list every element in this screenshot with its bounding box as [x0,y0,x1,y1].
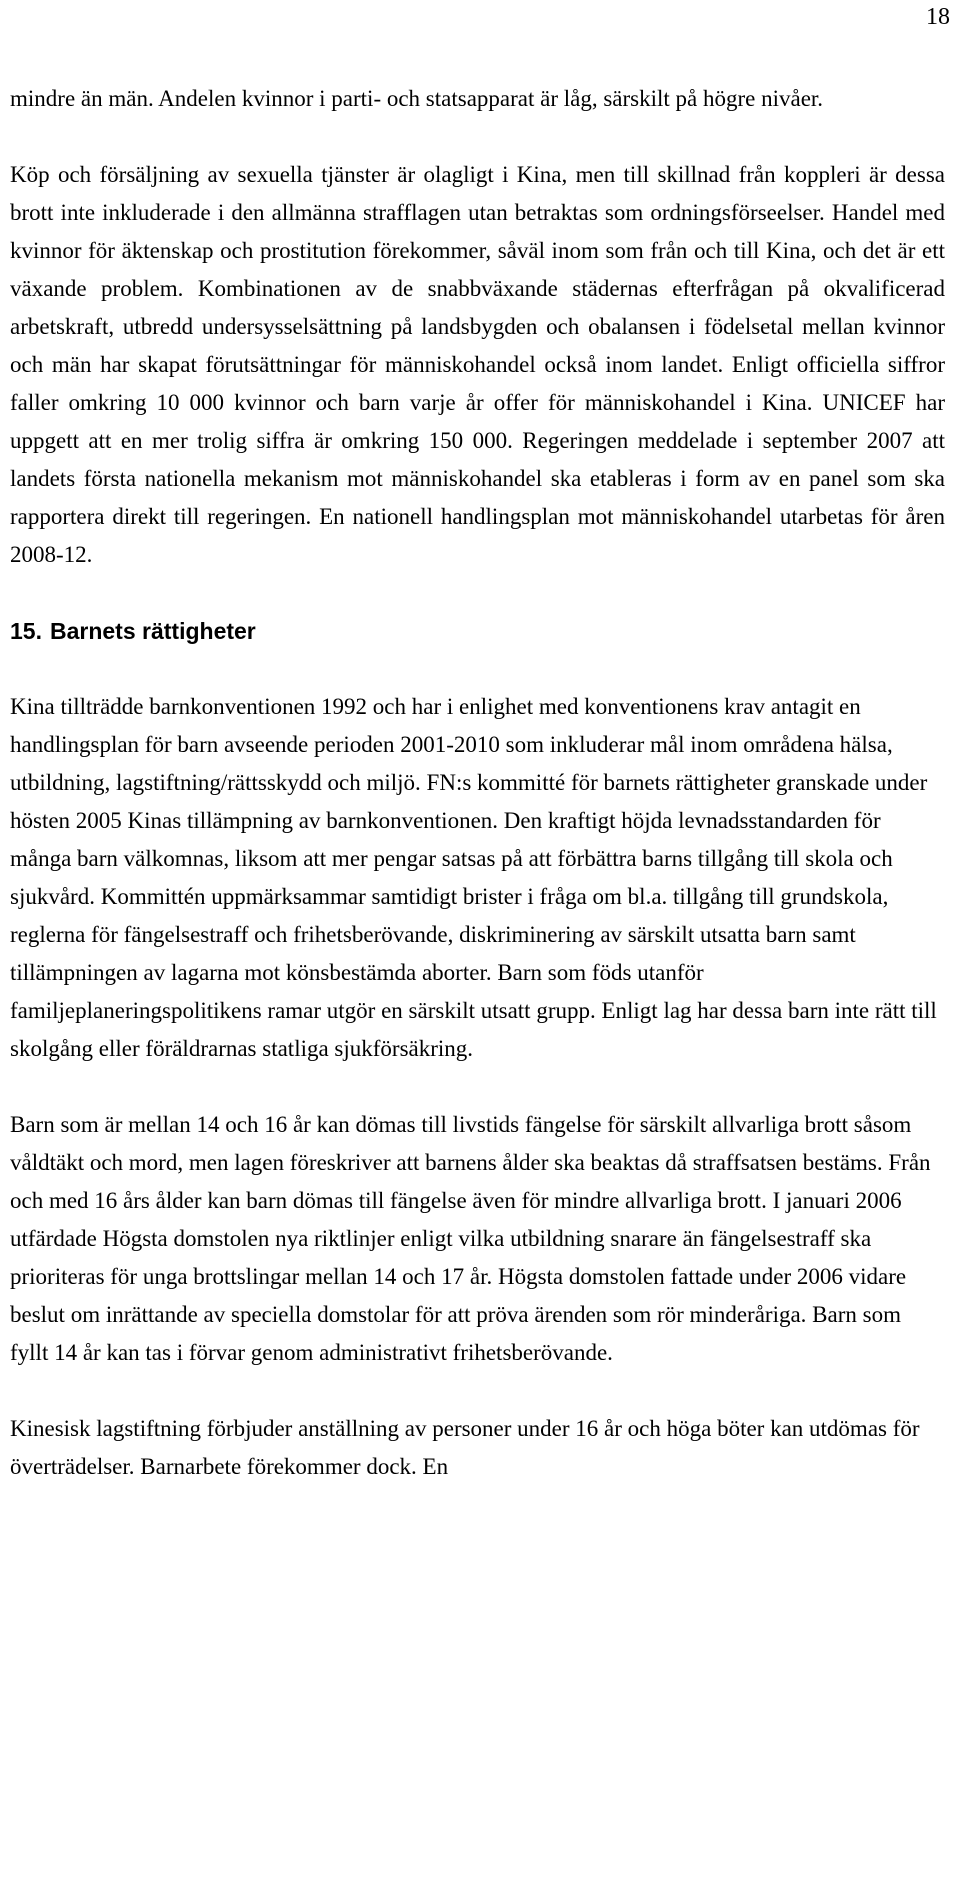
paragraph-trafficking-body: Handel med kvinnor för äktenskap och prostitution förekommer, såväl inom som från och till Kina, och det är ett växande problem. Kombinationen av de snabbväxande städernas efterfrågan på okvalificerad arbetskraft, utbredd undersysselsättning på landsbygden och obalansen i födelsetal mellan kvinnor och män har skapat förutsättningar för människohandel också inom landet. Enligt officiella siffror faller omkring 10 000 kvinnor och barn varje år offer för människohandel i Kina. UNICEF har uppgett att en mer trolig siffra är omkring 150 000. Regeringen meddelade i september 2007 att landets första nationella mekanism mot människohandel ska etableras i form av en panel som ska rapportera direkt till regeringen. En nationell handlingsplan mot människohandel utarbetas för åren 2008-12. [10,200,946,567]
section-title: Barnets rättigheter [49,618,256,644]
section-heading [10,612,945,650]
paragraph-trafficking-lead: Köp och försäljning av sexuella tjänster är olagligt i Kina, men till skillnad från koppleri är dessa brott inte inkluderade i den allmänna strafflagen utan betraktas som ordningsförseelser. [10,162,945,225]
section-number: 15. [10,618,42,644]
document-body [10,80,945,1524]
paragraph-trafficking [10,156,945,574]
paragraph-child-labour: Kinesisk lagstiftning förbjuder anställning av personer under 16 år och höga böter kan utdömas för överträdelser. Barnarbete förekommer dock. En [10,1416,920,1479]
paragraph-intro: mindre än män. Andelen kvinnor i parti- och statsapparat är låg, särskilt på högre nivåer. [10,86,824,111]
paragraph-child-convention: Kina tillträdde barnkonventionen 1992 och har i enlighet med konventionens krav antagit en handlingsplan för barn avseende perioden 2001-2010 som inkluderar mål inom områdena hälsa, utbildning, lagstiftning/rättsskydd och miljö. FN:s kommitté för barnets rättigheter granskade under hösten 2005 Kinas tillämpning av barnkonventionen. Den kraftigt höjda levnadsstandarden för många barn välkomnas, liksom att mer pengar satsas på att förbättra barns tillgång till skola och sjukvård. Kommittén uppmärksammar samtidigt brister i fråga om bl.a. tillgång till grundskola, reglerna för fängelsestraff och frihetsberövande, diskriminering av särskilt utsatta barn samt tillämpningen av lagarna mot könsbestämda aborter. Barn som föds utanför familjeplaneringspolitikens ramar utgör en särskilt utsatt grupp. Enligt lag har dessa barn inte rätt till skolgång eller föräldrarnas statliga sjukförsäkring. [10,694,937,1061]
page-number: 18 [926,4,950,30]
paragraph-juvenile-justice: Barn som är mellan 14 och 16 år kan dömas till livstids fängelse för särskilt allvarliga brott såsom våldtäkt och mord, men lagen föreskriver att barnens ålder ska beaktas då straffsatsen bestäms. Från och med 16 års ålder kan barn dömas till fängelse även för mindre allvarliga brott. I januari 2006 utfärdade Högsta domstolen nya riktlinjer enligt vilka utbildning snarare än fängelsestraff ska prioriteras för unga brottslingar mellan 14 och 17 år. Högsta domstolen fattade under 2006 vidare beslut om inrättande av speciella domstolar för att pröva ärenden som rör minderåriga. Barn som fyllt 14 år kan tas i förvar genom administrativt frihetsberövande. [10,1112,931,1365]
